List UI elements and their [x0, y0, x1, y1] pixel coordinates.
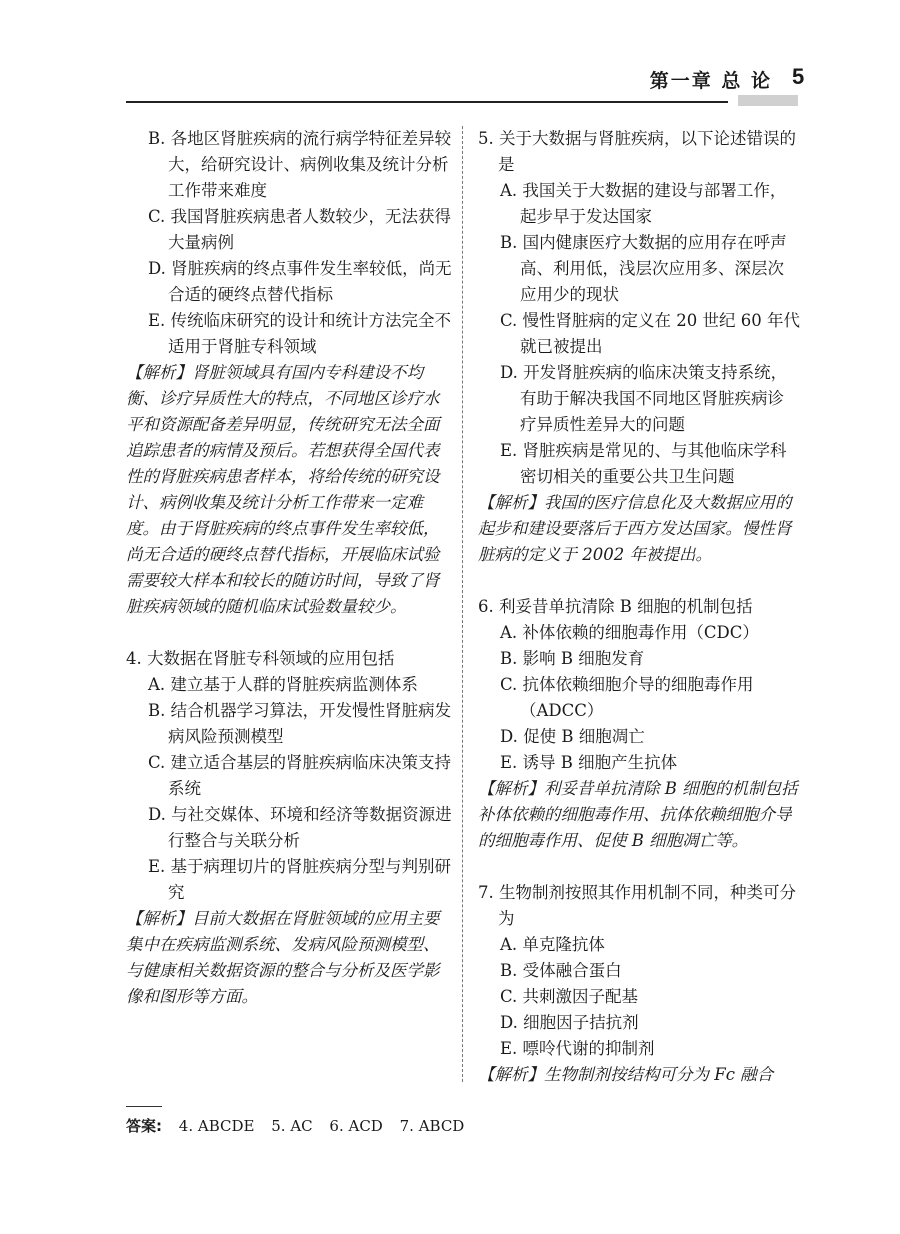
- q4-option-e: E. 基于病理切片的肾脏疾病分型与判别研究: [148, 857, 452, 902]
- answer-item: 6. ACD: [329, 1117, 383, 1135]
- q3-option-d: D. 肾脏疾病的终点事件发生率较低，尚无合适的硬终点替代指标: [148, 259, 452, 304]
- q6-option-a: A. 补体依赖的细胞毒作用（CDC）: [500, 623, 759, 642]
- q6-explanation: 【解析】利妥昔单抗清除 B 细胞的机制包括补体依赖的细胞毒作用、抗体依赖细胞介导的细胞毒作用、促使 B 细胞凋亡等。: [478, 779, 798, 850]
- q7-option-e: E. 嘌呤代谢的抑制剂: [500, 1039, 655, 1058]
- q4-option-d: D. 与社交媒体、环境和经济等数据资源进行整合与关联分析: [148, 805, 452, 850]
- q4-option-b: B. 结合机器学习算法，开发慢性肾脏病发病风险预测模型: [148, 701, 452, 746]
- header-tab: [738, 95, 798, 106]
- q4-option-c: C. 建立适合基层的肾脏疾病临床决策支持系统: [148, 753, 452, 798]
- q6-option-c: C. 抗体依赖细胞介导的细胞毒作用（ADCC）: [500, 675, 754, 720]
- right-column: [478, 126, 800, 1088]
- q6-option-d: D. 促使 B 细胞凋亡: [500, 727, 645, 746]
- answer-item: 7. ABCD: [399, 1117, 465, 1135]
- q7-option-d: D. 细胞因子拮抗剂: [500, 1013, 639, 1032]
- q7-question: 7. 生物制剂按照其作用机制不同，种类可分为: [478, 883, 796, 928]
- q4-explanation: 【解析】目前大数据在肾脏领域的应用主要集中在疾病监测系统、发病风险预测模型、与健康相关数据资源的整合与分析及医学影像和图形等方面。: [126, 909, 440, 1006]
- answer-item: 5. AC: [271, 1117, 313, 1135]
- q7-option-b: B. 受体融合蛋白: [500, 961, 622, 980]
- q7-option-c: C. 共刺激因子配基: [500, 987, 639, 1006]
- footer-rule: [126, 1106, 162, 1107]
- q4-question: 4. 大数据在肾脏专科领域的应用包括: [126, 649, 395, 668]
- answer-key: [126, 1115, 476, 1136]
- q7-explanation: 【解析】生物制剂按结构可分为 Fc 融合: [478, 1065, 774, 1084]
- column-divider: [462, 126, 463, 1082]
- q5-option-e: E. 肾脏疾病是常见的、与其他临床学科密切相关的重要公共卫生问题: [500, 441, 787, 486]
- q5-explanation: 【解析】我国的医疗信息化及大数据应用的起步和建设要落后于西方发达国家。慢性肾脏病的定义于 2002 年被提出。: [478, 493, 792, 564]
- q5-option-b: B. 国内健康医疗大数据的应用存在呼声高、利用低，浅层次应用多、深层次应用少的现状: [500, 233, 787, 304]
- chapter-title: 第一章 总 论: [649, 70, 772, 92]
- page-number-text: 5: [792, 64, 805, 89]
- q5-option-a: A. 我国关于大数据的建设与部署工作，起步早于发达国家: [500, 181, 787, 226]
- q6-question: 6. 利妥昔单抗清除 B 细胞的机制包括: [478, 597, 753, 616]
- q3-option-b: B. 各地区肾脏疾病的流行病学特征差异较大，给研究设计、病例收集及统计分析工作带来难度: [148, 129, 452, 200]
- q5-question: 5. 关于大数据与肾脏疾病，以下论述错误的是: [478, 129, 796, 174]
- q3-explanation: 【解析】肾脏领域具有国内专科建设不均衡、诊疗异质性大的特点，不同地区诊疗水平和资源配备差异明显，传统研究无法全面追踪患者的病情及预后。若想获得全国代表性的肾脏疾病患者样本，将给传统的研究设计、病例收集及统计分析工作带来一定难度。由于肾脏疾病的终点事件发生率较低，尚无合适的硬终点替代指标，开展临床试验需要较大样本和较长的随访时间，导致了肾脏疾病领域的随机临床试验数量较少。: [126, 363, 440, 616]
- q6-option-e: E. 诱导 B 细胞产生抗体: [500, 753, 678, 772]
- left-column: [126, 126, 452, 1010]
- header-rule: [126, 101, 728, 103]
- answer-item: 4. ABCDE: [178, 1117, 255, 1135]
- q4-option-a: A. 建立基于人群的肾脏疾病监测体系: [148, 675, 418, 694]
- q7-option-a: A. 单克隆抗体: [500, 935, 605, 954]
- q5-option-c: C. 慢性肾脏病的定义在 20 世纪 60 年代就已被提出: [500, 311, 800, 356]
- q3-option-c: C. 我国肾脏疾病患者人数较少，无法获得大量病例: [148, 207, 452, 252]
- q3-option-e: E. 传统临床研究的设计和统计方法完全不适用于肾脏专科领域: [148, 311, 452, 356]
- page-header: [0, 0, 900, 110]
- q5-option-d: D. 开发肾脏疾病的临床决策支持系统，有助于解决我国不同地区肾脏疾病诊疗异质性差异大的问题: [500, 363, 788, 434]
- q6-option-b: B. 影响 B 细胞发育: [500, 649, 645, 668]
- answer-key-label: 答案:: [126, 1117, 162, 1135]
